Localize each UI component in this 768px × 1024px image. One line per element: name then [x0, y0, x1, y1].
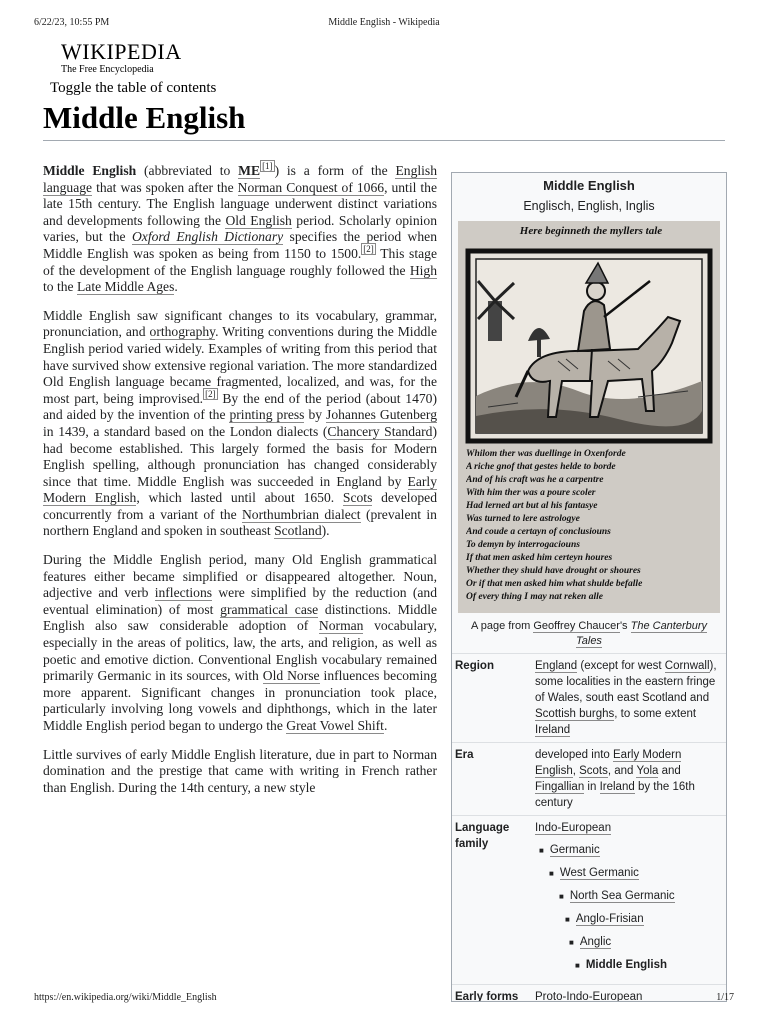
link-orthography[interactable]: orthography — [149, 324, 216, 340]
woodcut-text-line: Was turned to lere astrologye — [466, 514, 580, 524]
region-label: Region — [452, 654, 531, 743]
region-value: England (except for west Cornwall), some localities in the eastern fringe of Wales, south east Scotland and Scottish burghs, to some extent Ireland — [531, 654, 726, 743]
link-grammatical-case[interactable]: grammatical case — [220, 601, 319, 617]
woodcut-text-line: Of every thing I may nat reken alle — [466, 592, 603, 602]
woodcut-text-line: Whilom ther was duellinge in Oxenforde — [466, 449, 626, 459]
article-body — [43, 163, 437, 808]
era-label: Era — [452, 743, 531, 816]
current-language: Middle English — [585, 959, 667, 971]
print-footer — [34, 992, 734, 1006]
link-northumbrian-dialect[interactable]: Northumbrian dialect — [241, 506, 361, 522]
link-era-scots[interactable]: Scots — [579, 765, 608, 777]
link-germanic[interactable]: Germanic — [549, 844, 600, 856]
link-high-middle-ages[interactable]: High — [409, 262, 437, 278]
link-printing-press[interactable]: printing press — [229, 407, 305, 423]
woodcut-text-line: And coude a certayn of conclusiouns — [466, 527, 611, 537]
print-url: https://en.wikipedia.org/wiki/Middle_English — [34, 992, 217, 1003]
link-norman-conquest[interactable]: Norman Conquest of 1066 — [237, 179, 385, 195]
link-cornwall[interactable]: Cornwall — [664, 660, 710, 672]
tree-item — [535, 842, 722, 859]
paragraph-1: Middle English (abbreviated to ME [1] ) is a form of the English language that was spoken after the Norman Conquest of 1066, until the late 15th century. The English language underwent distinct variations and developments following the Old English period. Scholarly opinion varies, but the Oxford English Dictionary specifies the period when Middle English was spoken as being from 1150 to 1500. [2] This stage of the development of the English language roughly followed the High to the Late Middle Ages. — [43, 161, 438, 295]
tree-item — [535, 911, 722, 928]
link-old-norse[interactable]: Old Norse — [262, 668, 320, 684]
link-canterbury-tales[interactable]: The Canterbury Tales — [576, 620, 708, 647]
link-late-middle-ages[interactable]: Late Middle Ages — [76, 279, 175, 295]
bullet-icon: ■ — [539, 846, 544, 855]
link-ireland[interactable]: Ireland — [535, 724, 571, 736]
link-english-language[interactable]: English language — [43, 163, 438, 195]
link-me[interactable]: ME — [238, 163, 261, 178]
woodcut-heading: Here beginneth the myllers tale — [519, 225, 663, 237]
early-forms-label: Early forms — [452, 985, 531, 1003]
link-anglo-frisian[interactable]: Anglo-Frisian — [575, 913, 644, 925]
woodcut-text-line: A riche gnof that gestes helde to borde — [466, 462, 616, 472]
link-old-english[interactable]: Old English — [225, 212, 292, 228]
link-geoffrey-chaucer[interactable]: Geoffrey Chaucer — [533, 620, 620, 632]
link-england[interactable]: England — [535, 660, 578, 672]
link-oed[interactable]: Oxford English Dictionary — [131, 229, 284, 245]
woodcut-text-line: To demyn by interrogaciouns — [466, 540, 580, 550]
bullet-icon: ■ — [565, 915, 570, 924]
link-scotland[interactable]: Scotland — [274, 523, 322, 539]
canterbury-tales-page-image[interactable] — [458, 221, 720, 613]
citation-1[interactable]: [1] — [262, 161, 273, 172]
link-early-modern-english[interactable]: Early Modern English — [43, 473, 437, 506]
link-indo-european[interactable]: Indo-European — [535, 822, 612, 834]
bullet-icon: ■ — [559, 892, 564, 901]
language-family-label: Language family — [452, 816, 531, 985]
infobox-caption: A page from Geoffrey Chaucer's The Canterbury Tales — [470, 620, 708, 647]
toc-toggle-button[interactable]: Toggle the table of contents — [50, 80, 217, 96]
tree-item — [535, 888, 722, 905]
infobox-table — [452, 653, 726, 1002]
row-era — [452, 743, 726, 816]
paragraph-4: Little survives of early Middle English literature, due in part to Norman domination and the prestige that came with writing in French rather than English. During the 14th century, a new style — [43, 746, 437, 795]
link-scots[interactable]: Scots — [342, 490, 373, 506]
era-value: developed into Early Modern English, Scots, and Yola and Fingallian in Ireland by the 16th century — [531, 743, 726, 816]
woodcut-text-line: Whether they shuld have drought or shoures — [466, 566, 641, 576]
link-norman[interactable]: Norman — [318, 618, 364, 634]
page-title: Middle English — [43, 100, 725, 141]
link-scottish-burghs[interactable]: Scottish burghs — [535, 708, 615, 720]
woodcut-text-line: If that men asked him certeyn houres — [466, 553, 613, 563]
link-anglic[interactable]: Anglic — [579, 936, 612, 948]
citation-2[interactable]: [2] — [363, 244, 374, 255]
link-gutenberg[interactable]: Johannes Gutenberg — [326, 407, 438, 423]
tree-item — [535, 865, 722, 882]
bullet-icon: ■ — [549, 869, 554, 878]
woodcut-text-line: Had lerned art but al his fantasye — [466, 501, 598, 511]
infobox-subtitle: Englisch, English, Inglis — [523, 199, 655, 213]
row-region — [452, 654, 726, 743]
tree-item — [535, 957, 722, 974]
wikipedia-logo[interactable] — [61, 41, 182, 75]
link-proto-indo-european[interactable]: Proto-Indo-European — [535, 991, 643, 1002]
tree-item — [535, 934, 722, 951]
language-family-tree — [535, 842, 722, 974]
wikipedia-wordmark: WIKIPEDIA — [61, 39, 182, 64]
bullet-icon: ■ — [575, 961, 580, 970]
link-fingallian[interactable]: Fingallian — [535, 781, 585, 793]
link-yola[interactable]: Yola — [636, 765, 659, 777]
woodcut-text-line: Or if that men asked him what shulde befalle — [466, 579, 643, 589]
link-era-ireland[interactable]: Ireland — [599, 781, 635, 793]
row-language-family — [452, 816, 726, 985]
paragraph-2: Middle English saw significant changes to its vocabulary, grammar, pronunciation, and orthography. Writing conventions during the Middle English period varied widely. Examples of writing from this period that have survived show extensive regional variation. The more standardized Old English language became fragmented, localized, and was, for the most part, being improvised. [2] By the end of the period (about 1470) and aided by the invention of the printing press by Johannes Gutenberg in 1439, a standard based on the London dialects (Chancery Standard) had become established. This largely formed the basis for Modern English spelling, although pronunciation has changed considerably since that time. Middle English was succeeded in England by Early Modern English, which lasted until about 1650. Scots developed concurrently from a variant of the Northumbrian dialect (prevalent in northern England and spoken in southeast Scotland). — [43, 307, 438, 539]
link-era-early-modern-english[interactable]: Early Modern English — [535, 749, 682, 777]
link-chancery-standard[interactable]: Chancery Standard — [327, 423, 433, 439]
bullet-icon: ■ — [569, 938, 574, 947]
link-great-vowel-shift[interactable]: Great Vowel Shift — [286, 718, 384, 733]
link-inflections[interactable]: inflections — [154, 585, 213, 601]
woodcut-text-line: With him ther was a poure scoler — [466, 488, 596, 498]
wikipedia-tagline: The Free Encyclopedia — [61, 64, 154, 75]
link-north-sea-germanic[interactable]: North Sea Germanic — [569, 890, 675, 902]
link-west-germanic[interactable]: West Germanic — [559, 867, 639, 879]
lead-term: Middle English — [43, 163, 137, 178]
print-page-title: Middle English - Wikipedia — [328, 17, 440, 28]
woodcut-text-line: And of his craft was he a carpentre — [466, 475, 604, 485]
language-family-value — [531, 816, 726, 985]
citation-2b[interactable]: [2] — [205, 389, 216, 400]
print-header — [34, 17, 734, 31]
print-date: 6/22/23, 10:55 PM — [34, 17, 110, 28]
paragraph-3: During the Middle English period, many Old English grammatical features either became simplified or disappeared altogether. Noun, adjective and verb inflections were simplified by the reduction (and eventual elimination) of most grammatical case distinctions. Middle English also saw considerable adoption of Norman vocabulary, especially in the areas of politics, law, the arts, and religion, as well as poetic and emotive diction. Conventional English vocabulary remained primarily Germanic in its sources, with Old Norse influences becoming more apparent. Significant changes in pronunciation took place, particularly involving long vowels and diphthongs, which in the later Middle English period began to undergo the Great Vowel Shift. — [43, 552, 437, 733]
infobox-title: Middle English — [543, 178, 635, 193]
print-page-number: 1/17 — [716, 992, 734, 1003]
infobox — [451, 172, 727, 1002]
